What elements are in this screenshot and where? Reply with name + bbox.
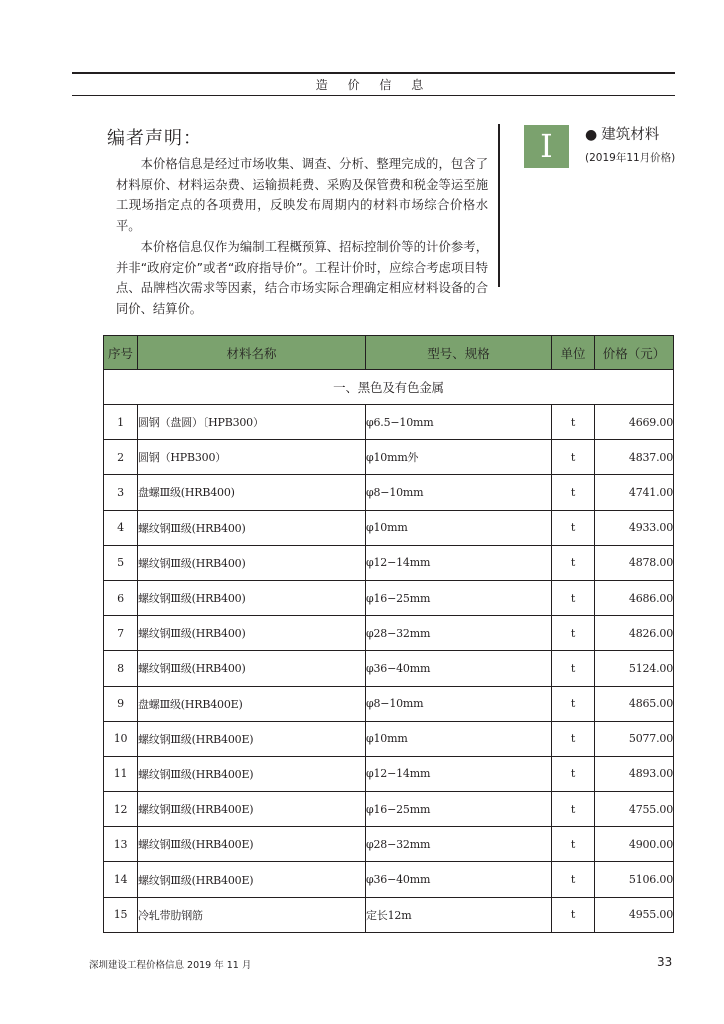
cell-spec: φ12−14mm — [366, 545, 552, 580]
cell-price: 4686.00 — [595, 580, 674, 615]
page-number: 33 — [657, 955, 673, 969]
cell-no: 13 — [104, 827, 138, 862]
header-spec: 型号、规格 — [366, 336, 552, 370]
cell-unit: t — [552, 616, 595, 651]
table-row — [104, 721, 674, 756]
cell-unit: t — [552, 827, 595, 862]
cell-price: 5077.00 — [595, 721, 674, 756]
notice-paragraph-1: 本价格信息是经过市场收集、调查、分析、整理完成的，包含了材料原价、材料运杂费、运输损耗费、采购及保管费和税金等运至施工现场指定点的各项费用，反映发布周期内的材料市场综合价格水平。 — [116, 157, 488, 234]
section-date: (2019年11月价格) — [585, 152, 676, 164]
section-title-text: 建筑材料 — [601, 127, 660, 143]
notice-paragraph-2: 本价格信息仅作为编制工程概预算、招标控制价等的计价参考，并非“政府定价”或者“政府指导价”。工程计价时，应综合考虑项目特点、品牌档次需求等因素，结合市场实际合理确定相应材料设备的合同价、结算价。 — [116, 239, 488, 316]
header-price: 价格（元） — [595, 336, 674, 370]
cell-unit: t — [552, 756, 595, 791]
cell-price: 4837.00 — [595, 440, 674, 475]
cell-spec: φ10mm — [366, 721, 552, 756]
cell-name: 圆钢（HPB300） — [138, 440, 366, 475]
cell-price: 4741.00 — [595, 475, 674, 510]
table-row — [104, 651, 674, 686]
cell-spec: 定长12m — [366, 897, 552, 932]
table-row — [104, 440, 674, 475]
price-table — [103, 335, 674, 933]
cell-spec: φ8−10mm — [366, 686, 552, 721]
cell-unit: t — [552, 792, 595, 827]
cell-unit: t — [552, 862, 595, 897]
footer-publication: 深圳建设工程价格信息 2019 年 11 月 — [89, 960, 252, 971]
cell-no: 7 — [104, 616, 138, 651]
cell-spec: φ10mm外 — [366, 440, 552, 475]
cell-unit: t — [552, 475, 595, 510]
cell-no: 6 — [104, 580, 138, 615]
cell-price: 4826.00 — [595, 616, 674, 651]
cell-name: 盘螺Ⅲ级(HRB400) — [138, 475, 366, 510]
cell-no: 12 — [104, 792, 138, 827]
cell-name: 螺纹钢Ⅲ级(HRB400E) — [138, 792, 366, 827]
column-divider — [498, 124, 500, 287]
table-row — [104, 827, 674, 862]
table-row — [104, 756, 674, 791]
cell-spec: φ16−25mm — [366, 580, 552, 615]
cell-no: 2 — [104, 440, 138, 475]
header-unit: 单位 — [552, 336, 595, 370]
cell-unit: t — [552, 721, 595, 756]
table-row — [104, 510, 674, 545]
cell-name: 冷轧带肋钢筋 — [138, 897, 366, 932]
cell-name: 螺纹钢Ⅲ级(HRB400E) — [138, 827, 366, 862]
cell-price: 4933.00 — [595, 510, 674, 545]
cell-name: 螺纹钢Ⅲ级(HRB400) — [138, 545, 366, 580]
table-row — [104, 405, 674, 440]
cell-name: 螺纹钢Ⅲ级(HRB400) — [138, 510, 366, 545]
cell-price: 4669.00 — [595, 405, 674, 440]
cell-no: 9 — [104, 686, 138, 721]
table-header-row — [104, 336, 674, 370]
cell-unit: t — [552, 405, 595, 440]
category-label: 一、黑色及有色金属 — [104, 370, 674, 405]
table-row — [104, 862, 674, 897]
cell-price: 4865.00 — [595, 686, 674, 721]
cell-spec: φ10mm — [366, 510, 552, 545]
cell-unit: t — [552, 580, 595, 615]
cell-unit: t — [552, 651, 595, 686]
cell-name: 圆钢（盘圆）〔HPB300） — [138, 405, 366, 440]
cell-unit: t — [552, 545, 595, 580]
bullet-icon: ● — [585, 127, 598, 143]
cell-name: 盘螺Ⅲ级(HRB400E) — [138, 686, 366, 721]
table-row — [104, 580, 674, 615]
section-title — [585, 123, 659, 144]
cell-no: 5 — [104, 545, 138, 580]
notice-title: 编者声明： — [107, 128, 202, 149]
header-name: 材料名称 — [138, 336, 366, 370]
running-title: 造 价 信 息 — [315, 78, 432, 92]
cell-unit: t — [552, 510, 595, 545]
table-row — [104, 897, 674, 932]
cell-unit: t — [552, 440, 595, 475]
header-no: 序号 — [104, 336, 138, 370]
cell-name: 螺纹钢Ⅲ级(HRB400) — [138, 616, 366, 651]
cell-spec: φ6.5−10mm — [366, 405, 552, 440]
cell-spec: φ28−32mm — [366, 827, 552, 862]
table-row — [104, 616, 674, 651]
cell-name: 螺纹钢Ⅲ级(HRB400E) — [138, 862, 366, 897]
cell-no: 1 — [104, 405, 138, 440]
notice-body — [116, 154, 488, 320]
cell-price: 4900.00 — [595, 827, 674, 862]
cell-spec: φ36−40mm — [366, 862, 552, 897]
cell-spec: φ36−40mm — [366, 651, 552, 686]
cell-price: 4878.00 — [595, 545, 674, 580]
header-top-rule — [72, 72, 675, 74]
cell-unit: t — [552, 897, 595, 932]
category-row — [104, 370, 674, 405]
cell-price: 5124.00 — [595, 651, 674, 686]
table-row — [104, 792, 674, 827]
cell-spec: φ28−32mm — [366, 616, 552, 651]
table-row — [104, 545, 674, 580]
cell-name: 螺纹钢Ⅲ级(HRB400E) — [138, 721, 366, 756]
cell-price: 5106.00 — [595, 862, 674, 897]
table-row — [104, 686, 674, 721]
cell-no: 11 — [104, 756, 138, 791]
cell-name: 螺纹钢Ⅲ级(HRB400E) — [138, 756, 366, 791]
cell-name: 螺纹钢Ⅲ级(HRB400) — [138, 651, 366, 686]
cell-no: 4 — [104, 510, 138, 545]
cell-no: 10 — [104, 721, 138, 756]
cell-no: 8 — [104, 651, 138, 686]
cell-price: 4955.00 — [595, 897, 674, 932]
cell-spec: φ8−10mm — [366, 475, 552, 510]
cell-no: 14 — [104, 862, 138, 897]
cell-no: 15 — [104, 897, 138, 932]
cell-spec: φ12−14mm — [366, 756, 552, 791]
cell-price: 4755.00 — [595, 792, 674, 827]
header-bottom-rule — [72, 95, 675, 96]
cell-unit: t — [552, 686, 595, 721]
cell-spec: φ16−25mm — [366, 792, 552, 827]
cell-price: 4893.00 — [595, 756, 674, 791]
section-numeral-badge: I — [524, 125, 569, 168]
table-row — [104, 475, 674, 510]
cell-no: 3 — [104, 475, 138, 510]
cell-name: 螺纹钢Ⅲ级(HRB400) — [138, 580, 366, 615]
